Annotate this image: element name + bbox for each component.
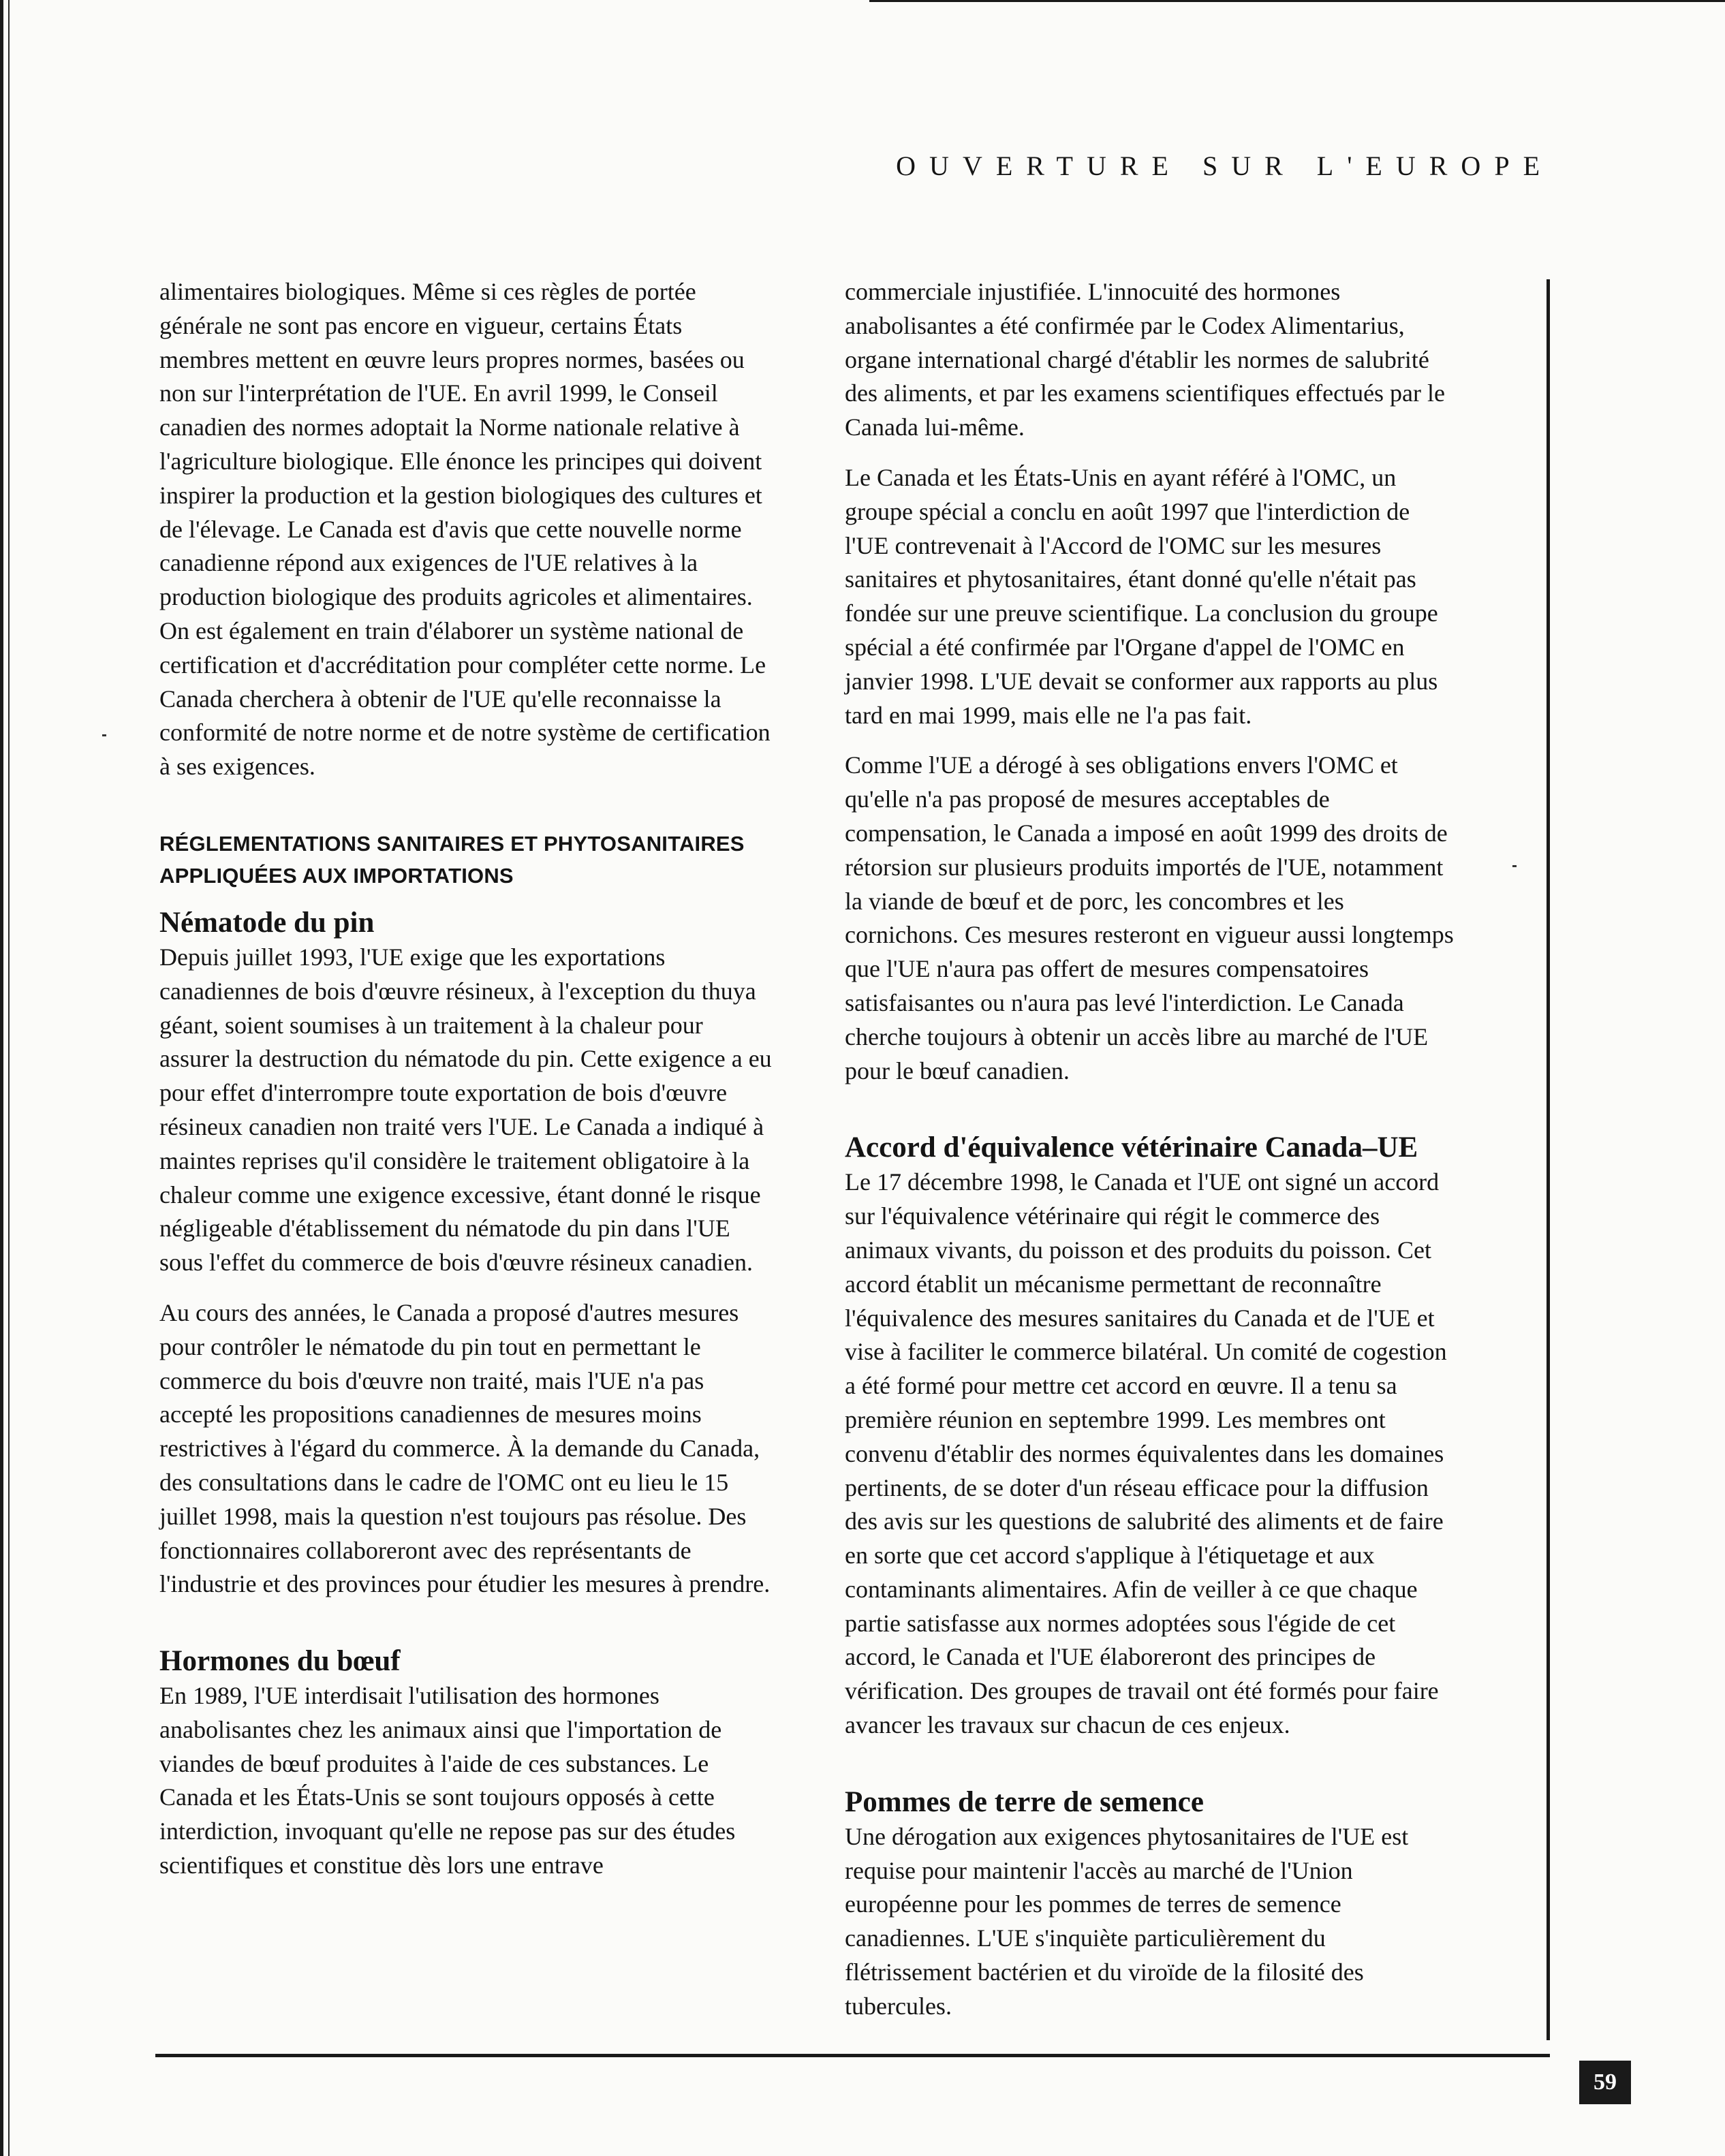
page-edge <box>0 0 3 2156</box>
paragraph: alimentaires biologiques. Même si ces règles de portée générale ne sont pas encore en vigueur, certains États membres mettent en œuvre leurs propres normes, basées ou non sur l'interprétation de l'UE. En avril 1999, le Conseil canadien des normes adoptait la Norme nationale relative à l'agriculture biologique. Elle énonce les principes qui doivent inspirer la production et la gestion biologiques des cultures et de l'élevage. Le Canada est d'avis que cette nouvelle norme canadienne répond aux exigences de l'UE relatives à la production biologique des produits agricoles et alimentaires. On est également en train d'élaborer un système national de certification et d'accréditation pour compléter cette norme. Le Canada cherchera à obtenir de l'UE qu'elle reconnaisse la conformité de notre norme et de notre système de certification à ses exigences. <box>159 278 771 781</box>
subheading-nematode: Nématode du pin <box>159 906 375 939</box>
bottom-rule <box>155 2054 1550 2057</box>
paragraph: Depuis juillet 1993, l'UE exige que les exportations canadiennes de bois d'œuvre résineux, à l'exception du thuya géant, soient soumises à un traitement à la chaleur pour assurer la destruction du nématode du pin. Cette exigence a eu pour effet d'interrompre toute exportation de bois d'œuvre résineux canadien non traité vers l'UE. Le Canada a indiqué à maintes reprises qu'il considère le traitement obligatoire à la chaleur comme une exigence excessive, étant donné le risque négligeable d'établissement du nématode du pin dans l'UE sous l'effet du commerce de bois d'œuvre résineux canadien. <box>159 943 772 1277</box>
subheading-hormones: Hormones du bœuf <box>159 1645 401 1678</box>
scan-mark <box>102 734 106 736</box>
right-column <box>845 275 1458 2040</box>
paragraph: Au cours des années, le Canada a proposé d'autres mesures pour contrôler le nématode du pin tout en permettant le commerce du bois d'œuvre non traité, mais l'UE n'a pas accepté les propositions canadiennes de mesures moins restrictives à l'égard du commerce. À la demande du Canada, des consultations dans le cadre de l'OMC ont eu lieu le 15 juillet 1998, mais la question n'est toujours pas résolue. Des fonctionnaires collaboreront avec des représentants de l'industrie et des provinces pour étudier les mesures à prendre. <box>159 1298 771 1598</box>
paragraph: Le 17 décembre 1998, le Canada et l'UE ont signé un accord sur l'équivalence vétérinaire qui régit le commerce des animaux vivants, du poisson et des produits du poisson. Cet accord établit un mécanisme permettant de reconnaître l'équivalence des mesures sanitaires du Canada et de l'UE et vise à faciliter le commerce bilatéral. Un comité de cogestion a été formé pour mettre cet accord en œuvre. Il a tenu sa première réunion en septembre 1999. Les membres ont convenu d'établir des normes équivalentes dans les domaines pertinents, de se doter d'un réseau efficace pour la diffusion des avis sur les questions de salubrité des aliments et de faire en sorte que cet accord s'applique à l'étiquetage et aux contaminants alimentaires. Afin de veiller à ce que chaque partie satisfasse aux normes adoptées sous l'égide de cet accord, le Canada et l'UE élaboreront des principes de vérification. Des groupes de travail ont été formés pour faire avancer les travaux sur chacun de ces enjeux. <box>845 1168 1447 1739</box>
paragraph: En 1989, l'UE interdisait l'utilisation des hormones anabolisantes chez les animaux ainsi que l'importation de viandes de bœuf produites à l'aide de ces substances. Le Canada et les États-Unis se sont toujours opposés à cette interdiction, invoquant qu'elle ne repose pas sur des études scientifiques et constitue dès lors une entrave <box>159 1682 736 1879</box>
paragraph: Une dérogation aux exigences phytosanitaires de l'UE est requise pour maintenir l'accès au marché de l'Union européenne pour les pommes de terres de semence canadiennes. L'UE s'inquiète particulièrement du flétrissement bactérien et du viroïde de la filosité des tubercules. <box>845 1822 1409 2020</box>
top-rule <box>869 0 1725 2</box>
section-heading: RÉGLEMENTATIONS SANITAIRES ET PHYTOSANITAIRES APPLIQUÉES AUX IMPORTATIONS <box>159 831 745 888</box>
running-head: OUVERTURE SUR L'EUROPE <box>896 151 1553 181</box>
subheading-pommes: Pommes de terre de semence <box>845 1785 1204 1818</box>
scan-mark <box>1512 865 1517 867</box>
paragraph: commerciale injustifiée. L'innocuité des hormones anabolisantes a été confirmée par le Codex Alimentarius, organe international chargé d'établir les normes de salubrité des aliments, et par les examens scientifiques effectués par le Canada lui-même. <box>845 278 1445 441</box>
paragraph: Le Canada et les États-Unis en ayant référé à l'OMC, un groupe spécial a conclu en août 1997 que l'interdiction de l'UE contrevenait à l'Accord de l'OMC sur les mesures sanitaires et phytosanitaires, étant donné qu'elle n'était pas fondée sur une preuve scientifique. La conclusion du groupe spécial a été confirmée par l'Organe d'appel de l'OMC en janvier 1998. L'UE devait se conformer aux rapports au plus tard en mai 1999, mais elle ne l'a pas fait. <box>845 463 1438 729</box>
right-column-rule <box>1547 279 1550 2040</box>
paragraph: Comme l'UE a dérogé à ses obligations envers l'OMC et qu'elle n'a pas proposé de mesures acceptables de compensation, le Canada a imposé en août 1999 des droits de rétorsion sur plusieurs produits importés de l'UE, notamment la viande de bœuf et de porc, les concombres et les cornichons. Ces mesures resteront en vigueur aussi longtemps que l'UE n'aura pas offert de mesures compensatoires satisfaisantes ou n'aura pas levé l'interdiction. Le Canada cherche toujours à obtenir un accès libre au marché de l'UE pour le bœuf canadien. <box>845 751 1454 1084</box>
left-column <box>159 275 773 1899</box>
subheading-accord: Accord d'équivalence vétérinaire Canada–UE <box>845 1131 1418 1164</box>
page-edge-line <box>8 0 10 2156</box>
page-number: 59 <box>1579 2061 1631 2104</box>
